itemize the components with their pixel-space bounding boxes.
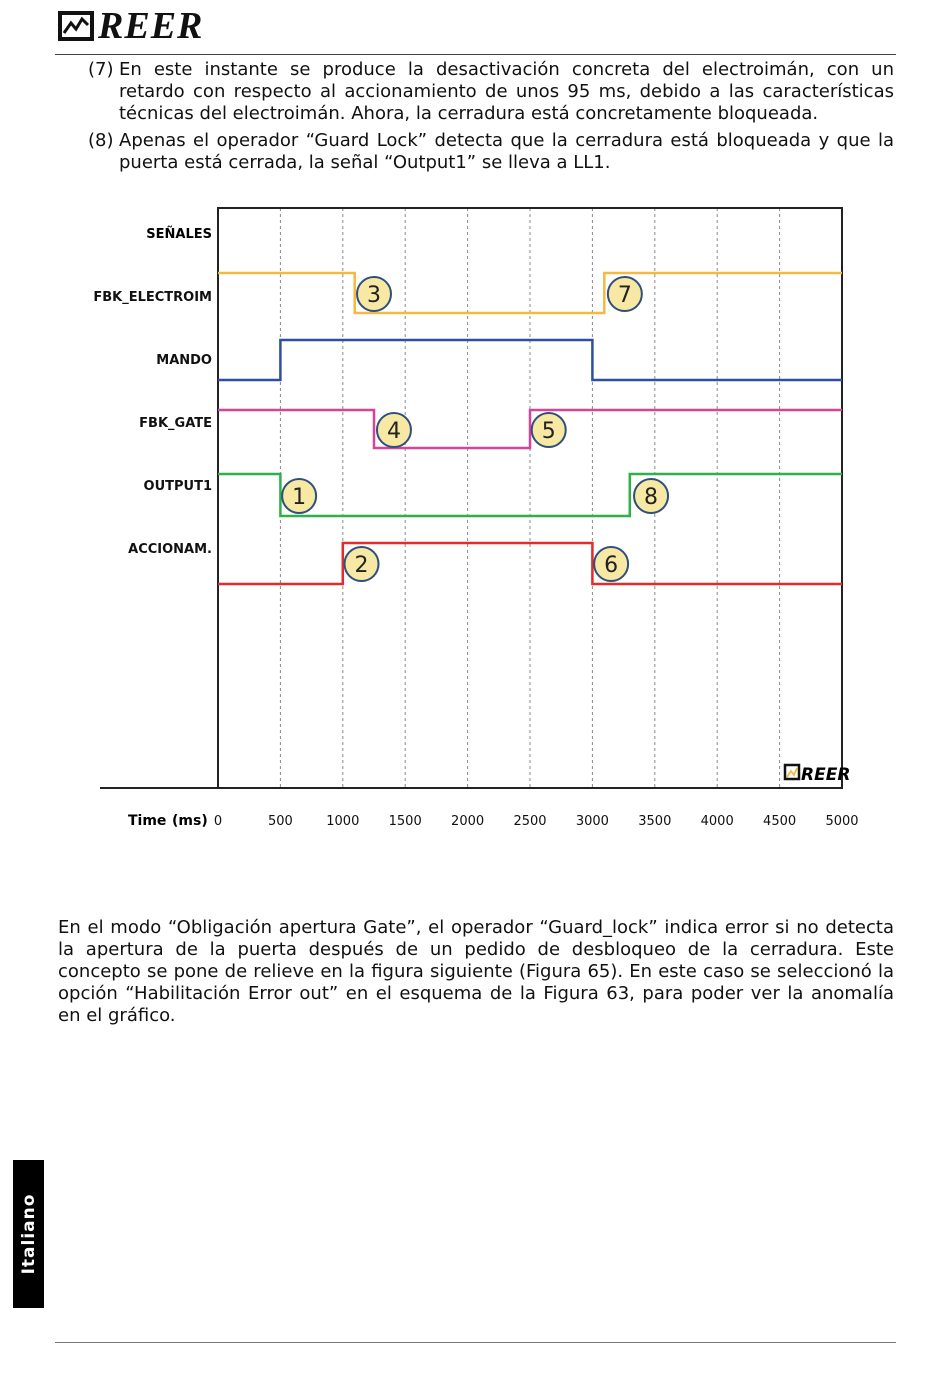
- marker-2: [345, 547, 379, 581]
- marker-3: [357, 277, 391, 311]
- signal-label-mando: MANDO: [156, 353, 212, 368]
- marker-label: 6: [604, 553, 619, 578]
- chart-series: [218, 273, 842, 584]
- chart-watermark: [785, 765, 850, 785]
- time-tick-labels: [214, 814, 859, 829]
- signal-label-fbk-gate: FBK_GATE: [139, 416, 212, 431]
- marker-6: [594, 547, 628, 581]
- marker-1: [282, 479, 316, 513]
- item-number: (8): [88, 130, 114, 151]
- footer-rule: [55, 1342, 896, 1343]
- x-tick-label: 1500: [388, 814, 422, 829]
- marker-label: 1: [292, 485, 307, 510]
- time-axis-unit: (ms): [172, 813, 208, 829]
- x-tick-label: 3000: [575, 814, 609, 829]
- x-tick-label: 5000: [825, 814, 859, 829]
- signal-label-fbk-electroim: FBK_ELECTROIM: [93, 290, 212, 305]
- series-fbk-gate: [218, 410, 842, 448]
- signal-label-accionam: ACCIONAM.: [128, 542, 212, 557]
- marker-label: 8: [644, 485, 659, 510]
- x-tick-label: 3500: [638, 814, 672, 829]
- signal-label-output1: OUTPUT1: [143, 479, 212, 494]
- item-number: (7): [88, 59, 114, 80]
- marker-label: 4: [386, 419, 401, 444]
- marker-7: [608, 277, 642, 311]
- signal-labels: [93, 290, 212, 557]
- body-paragraph: En el modo “Obligación apertura Gate”, el operador “Guard_lock” indica error si no detecta la apertura de la puerta después de un pedido de desbloqueo de la cerradura. Este concepto se pone de relieve en la figura siguiente (Figura 65). En este caso se seleccionó la opción “Habilitación Error out” en el esquema de la Figura 63, para poder ver la anomalía en el gráfico.: [58, 917, 894, 1026]
- language-tab-label: Italiano: [18, 1193, 39, 1275]
- x-tick-label: 4500: [763, 814, 797, 829]
- x-tick-label: 0: [213, 814, 223, 829]
- marker-label: 3: [367, 283, 381, 308]
- chart-title: SEÑALES: [146, 227, 212, 242]
- marker-8: [634, 479, 668, 513]
- marker-label: 2: [354, 553, 369, 578]
- x-tick-label: 4000: [700, 814, 734, 829]
- item-text: Apenas el operador “Guard Lock” detecta que la cerradura está bloqueada y que la puerta está cerrada, la señal “Output1” se lleva a LL1.: [119, 130, 894, 173]
- marker-label: 7: [617, 283, 632, 308]
- marker-label: 5: [541, 419, 556, 444]
- chart-markers: [282, 277, 668, 581]
- language-tab: [13, 1160, 44, 1308]
- watermark-text: REER: [801, 765, 851, 785]
- marker-4: [377, 413, 411, 447]
- x-tick-label: 2000: [451, 814, 485, 829]
- time-axis-label: Time: [128, 813, 167, 829]
- item-text: En este instante se produce la desactivación concreta del electroimán, con un retardo con respecto al accionamiento de unos 95 ms, debido a las características técnicas del electroimán. Ahora, la cerradura está concretamente bloqueada.: [119, 59, 894, 124]
- x-tick-label: 1000: [326, 814, 360, 829]
- x-tick-label: 500: [267, 814, 293, 829]
- x-tick-label: 2500: [513, 814, 547, 829]
- logo-text: REER: [98, 5, 204, 47]
- marker-5: [532, 413, 566, 447]
